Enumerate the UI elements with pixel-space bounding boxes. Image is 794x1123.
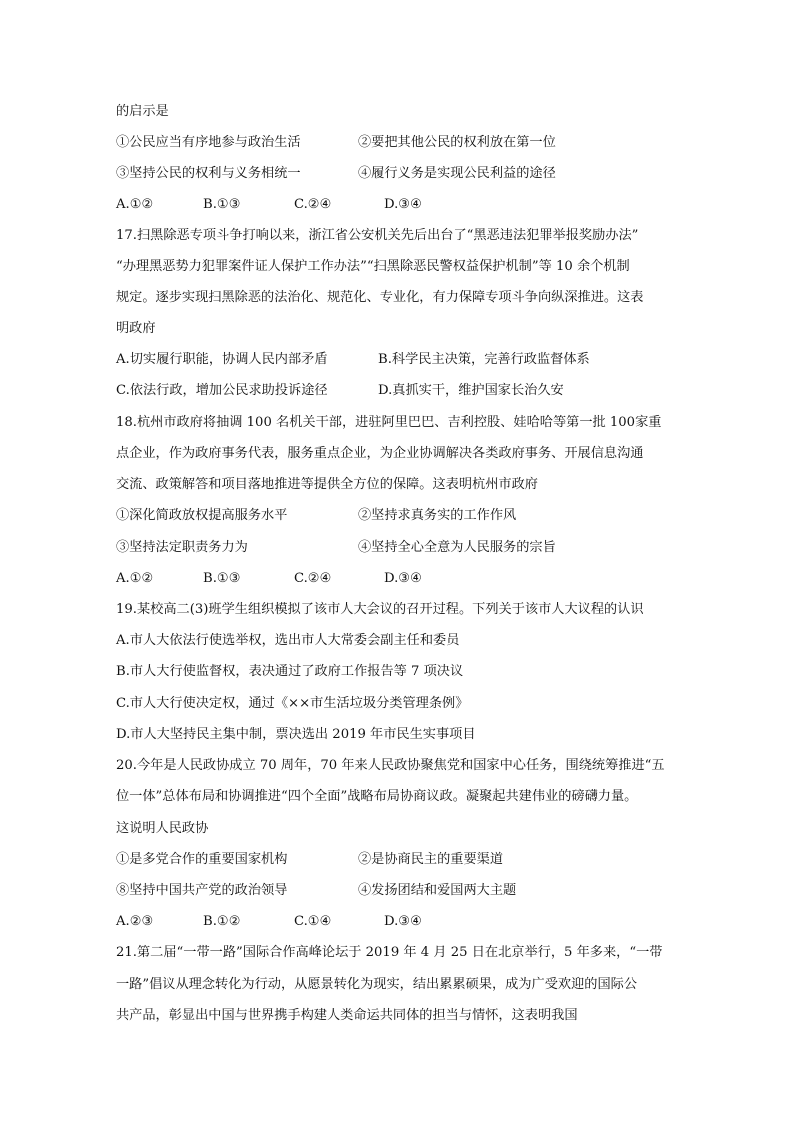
q18-stem-line-2: 点企业，作为政府事务代表，服务重点企业，为企业协调解决各类政府事务、开展信息沟通: [116, 446, 644, 461]
q20-choice-b: B.①②: [203, 914, 241, 929]
q21-stem-line-2: 一路”倡议从理念转化为行动，从愿景转化为现实，结出累累硕果，成为广受欢迎的国际公: [116, 977, 638, 992]
q20-choice-a: A.②③: [116, 914, 154, 929]
q20-choice-c: C.①④: [294, 914, 332, 929]
q16-choice-d: D.③④: [384, 197, 422, 212]
q18-statement-1: ①深化简政放权提高服务水平: [116, 508, 288, 523]
q16-stem-tail: 的启示是: [116, 104, 169, 119]
q20-statement-2: ②是协商民主的重要渠道: [358, 852, 504, 867]
q18-choice-a: A.①②: [116, 571, 154, 586]
q20-stem-line-1: 20.今年是人民政协成立 70 周年，70 年来人民政协聚焦党和国家中心任务，围绕统筹推进“五: [116, 758, 665, 773]
q20-stem-line-3: 这说明人民政协: [116, 821, 209, 836]
q20-statement-1: ①是多党合作的重要国家机构: [116, 852, 288, 867]
q18-stem-line-1: 18.杭州市政府将抽调 100 名机关干部，进驻阿里巴巴、吉利控股、娃哈哈等第一批 100家重: [116, 415, 662, 430]
q19-stem-line-1: 19.某校高二(3)班学生组织模拟了该市人大会议的召开过程。下列关于该市人大议程的认识: [116, 602, 644, 617]
q20-choice-d: D.③④: [384, 914, 422, 929]
q21-stem-line-1: 21.第二届“一带一路”国际合作高峰论坛于 2019 年 4 月 25 日在北京举行，5 年多来，“一带: [116, 945, 663, 960]
q16-choice-b: B.①③: [203, 197, 241, 212]
q19-choice-d: D.市人大坚持民主集中制，票决选出 2019 年市民生实事项目: [116, 727, 476, 742]
q16-statement-1: ①公民应当有序地参与政治生活: [116, 135, 301, 150]
q18-choice-b: B.①③: [203, 571, 241, 586]
q18-choice-d: D.③④: [384, 571, 422, 586]
q20-stem-line-2: 位一体”总体布局和协调推进“四个全面”战略布局协商议政。凝聚起共建伟业的磅礴力量。: [116, 789, 638, 804]
q16-statement-3: ③坚持公民的权利与义务相统一: [116, 166, 301, 181]
q16-choice-c: C.②④: [294, 197, 332, 212]
q17-choice-b: B.科学民主决策，完善行政监督体系: [378, 352, 590, 367]
q20-statement-4: ④发扬团结和爱国两大主题: [358, 883, 517, 898]
q19-choice-c: C.市人大行使决定权，通过《××市生活垃圾分类管理条例》: [116, 696, 469, 711]
q19-choice-a: A.市人大依法行使选举权，选出市人大常委会副主任和委员: [116, 633, 460, 648]
q17-stem-line-1: 17.扫黑除恶专项斗争打响以来，浙江省公安机关先后出台了“黑恶违法犯罪举报奖励办法”: [116, 228, 639, 243]
q18-choice-c: C.②④: [294, 571, 332, 586]
q16-choice-a: A.①②: [116, 197, 154, 212]
q21-stem-line-3: 共产品，彰显出中国与世界携手构建人类命运共同体的担当与情怀，这表明我国: [116, 1008, 578, 1023]
q18-statement-4: ④坚持全心全意为人民服务的宗旨: [358, 540, 556, 555]
q17-choice-a: A.切实履行职能，协调人民内部矛盾: [116, 352, 328, 367]
q17-stem-line-4: 明政府: [116, 321, 156, 336]
q18-statement-2: ②坚持求真务实的工作作风: [358, 508, 517, 523]
q18-stem-line-3: 交流、政策解答和项目落地推进等提供全方位的保障。这表明杭州市政府: [116, 477, 538, 492]
q16-statement-4: ④履行义务是实现公民利益的途径: [358, 166, 556, 181]
q17-stem-line-2: “办理黑恶势力犯罪案件证人保护工作办法”“扫黑除恶民警权益保护机制”等 10 余个机制: [116, 259, 630, 274]
q16-statement-2: ②要把其他公民的权利放在第一位: [358, 135, 556, 150]
q19-choice-b: B.市人大行使监督权，表决通过了政府工作报告等 7 项决议: [116, 664, 464, 679]
q17-choice-c: C.依法行政，增加公民求助投诉途径: [116, 383, 328, 398]
q20-statement-3: ⑧坚持中国共产党的政治领导: [116, 883, 288, 898]
q17-choice-d: D.真抓实干，维护国家长治久安: [378, 383, 564, 398]
q18-statement-3: ③坚持法定职责务力为: [116, 540, 248, 555]
q17-stem-line-3: 规定。逐步实现扫黑除恶的法治化、规范化、专业化，有力保障专项斗争向纵深推进。这表: [116, 290, 644, 305]
